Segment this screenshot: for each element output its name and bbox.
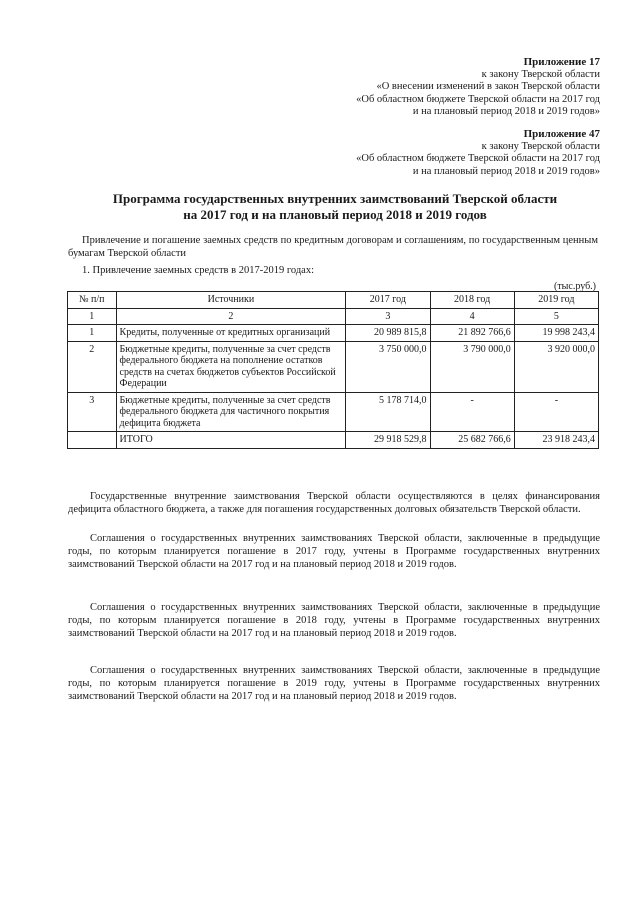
paragraph-2019 [68,664,600,703]
paragraph-2017 [68,532,600,571]
total-2018: 25 682 766,6 [430,432,514,449]
row-source: Кредиты, полученные от кредитных организаций [116,325,346,342]
row-2019: - [514,392,598,432]
unit-label: (тыс.руб.) [553,281,596,292]
attachment-17-line: к закону Тверской области [481,68,600,80]
header-num: № п/п [68,292,117,309]
header-2017: 2017 год [346,292,430,309]
row-2017: 20 989 815,8 [346,325,430,342]
paragraph-financing [68,490,600,516]
row-num: 3 [68,392,117,432]
table-row [68,341,599,392]
col-number: 4 [430,308,514,325]
row-2018: 3 790 000,0 [430,341,514,392]
title-line-1: Программа государственных внутренних заимствований Тверской области [112,191,558,206]
attachment-47-header [356,128,600,178]
title-line-2: на 2017 год и на плановый период 2018 и 2019 годов [183,207,487,222]
header-2019: 2019 год [514,292,598,309]
attachment-17-line: «О внесении изменений в закон Тверской области [376,81,600,92]
attachment-17-heading: Приложение 17 [523,56,600,68]
section-heading: 1. Привлечение заемных средств в 2017-2019 годах: [82,265,315,276]
borrowings-table [67,291,599,449]
paragraph-text: Соглашения о государственных внутренних заимствованиях Тверской области, заключенные в предыдущие годы, по которым планируется погашение в 2019 году, учтены в Программе государственных внутренних заимствований Тверской области на 2017 год и на плановый период 2018 и 2019 годов. [68,665,600,702]
total-empty [68,432,117,449]
row-2019: 3 920 000,0 [514,341,598,392]
header-source: Источники [116,292,346,309]
paragraph-text: Соглашения о государственных внутренних заимствованиях Тверской области, заключенные в предыдущие годы, по которым планируется погашение в 2017 году, учтены в Программе государственных внутренних заимствований Тверской области на 2017 год и на плановый период 2018 и 2019 годов. [68,533,600,570]
paragraph-text: Соглашения о государственных внутренних заимствованиях Тверской области, заключенные в предыдущие годы, по которым планируется погашение в 2018 году, учтены в Программе государственных внутренних заимствований Тверской области на 2017 год и на плановый период 2018 и 2019 годов. [68,602,600,639]
total-2019: 23 918 243,4 [514,432,598,449]
total-row [68,432,599,449]
col-number: 1 [68,308,117,325]
row-2017: 5 178 714,0 [346,392,430,432]
attachment-47-line: к закону Тверской области [481,140,600,152]
col-number: 3 [346,308,430,325]
attachment-47-line: и на плановый период 2018 и 2019 годов» [412,165,600,177]
attachment-47-line: «Об областном бюджете Тверской области на 2017 год [356,153,600,164]
intro-text [68,234,598,260]
attachment-17-header [356,56,600,119]
row-source: Бюджетные кредиты, полученные за счет средств федерального бюджета для частичного покрытия дефицита бюджета [116,392,346,432]
total-2017: 29 918 529,8 [346,432,430,449]
document-title [70,191,600,223]
header-2018: 2018 год [430,292,514,309]
column-number-row [68,308,599,325]
paragraph-2018 [68,601,600,640]
paragraph-text: Государственные внутренние заимствования Тверской области осуществляются в целях финансирования дефицита областного бюджета, а также для погашения государственных долговых обязательств Тверской области. [68,491,600,515]
attachment-17-line: «Об областном бюджете Тверской области на 2017 год [356,93,600,105]
attachment-47-heading: Приложение 47 [523,128,600,140]
attachment-17-line: и на плановый период 2018 и 2019 годов» [412,106,600,117]
total-label: ИТОГО [116,432,346,449]
table-header-row [68,292,599,309]
row-2019: 19 998 243,4 [514,325,598,342]
intro-paragraph: Привлечение и погашение заемных средств по кредитным договорам и соглашениям, по государственным ценным бумагам Тверской области [68,235,598,259]
col-number: 2 [116,308,346,325]
row-source: Бюджетные кредиты, полученные за счет средств федерального бюджета на пополнение остатков средств на счетах бюджетов субъектов Российской Федерации [116,341,346,392]
table-row [68,325,599,342]
col-number: 5 [514,308,598,325]
row-num: 1 [68,325,117,342]
table-row [68,392,599,432]
row-2018: 21 892 766,6 [430,325,514,342]
row-2018: - [430,392,514,432]
row-2017: 3 750 000,0 [346,341,430,392]
row-num: 2 [68,341,117,392]
